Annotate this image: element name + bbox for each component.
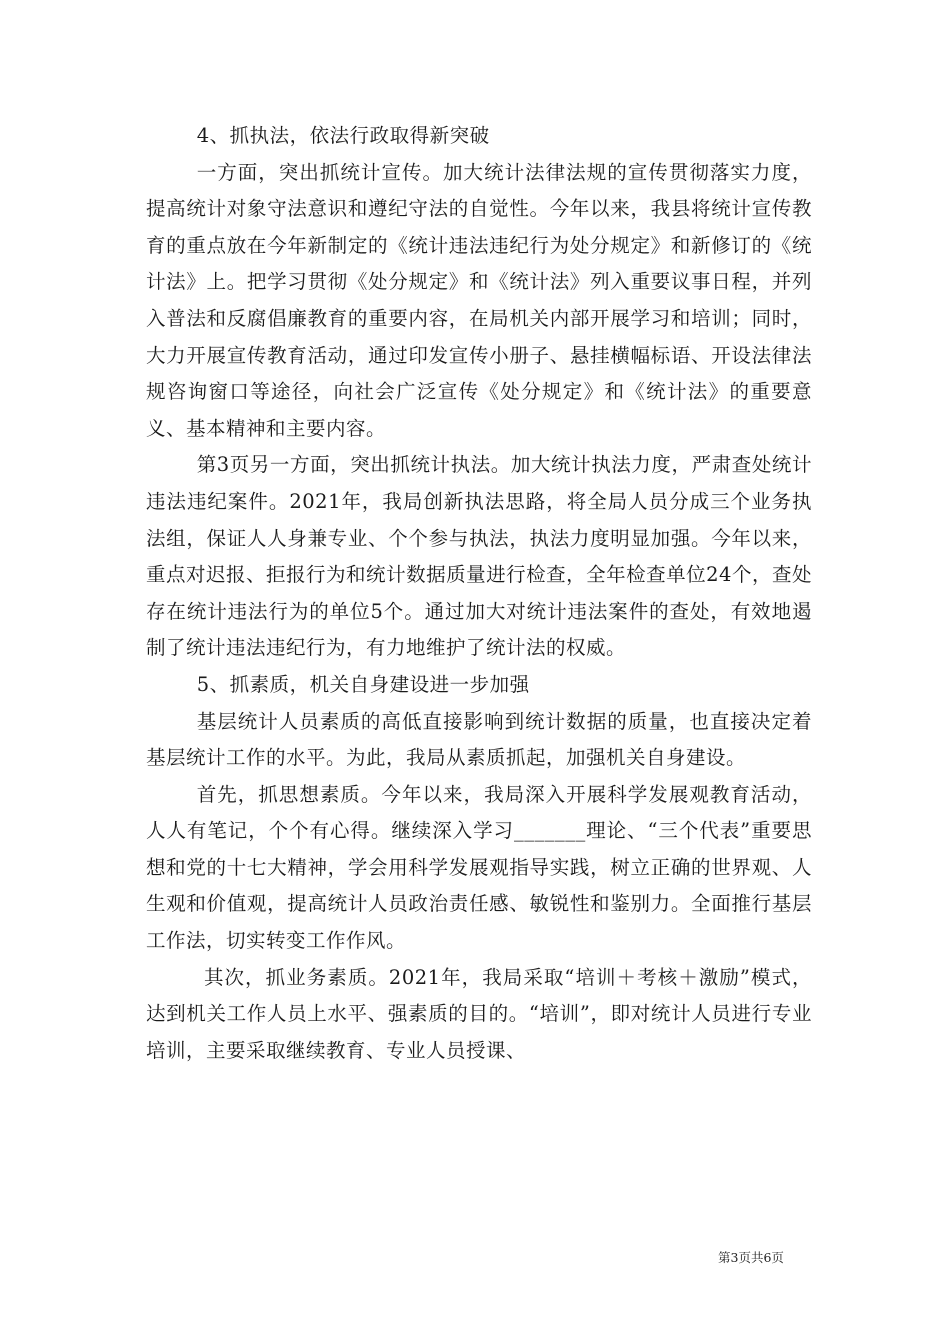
paragraph-quality-intro: 基层统计人员素质的高低直接影响到统计数据的质量，也直接决定着基层统计工作的水平。为此，我局从素质抓起，加强机关自身建设。: [146, 709, 812, 770]
paragraph-publicity: 一方面，突出抓统计宣传。加大统计法律法规的宣传贯彻落实力度，提高统计对象守法意识和遵纪守法的自觉性。今年以来，我县将统计宣传教育的重点放在今年新制定的《统计违法违纪行为处分规定》和新修订的《统计法》上。把学习贯彻《处分规定》和《统计法》列入重要议事日程，并列入普法和反腐倡廉教育的重要内容，在局机关内部开展学习和培训；同时，大力开展宣传教育活动，通过印发宣传小册子、悬挂横幅标语、开设法律法规咨询窗口等途径，向社会广泛宣传《处分规定》和《统计法》的重要意义、基本精神和主要内容。: [146, 160, 812, 440]
paragraph-ideological-quality: 首先，抓思想素质。今年以来，我局深入开展科学发展观教育活动，人人有笔记，个个有心得。继续深入学习_______理论、“三个代表”重要思想和党的十七大精神，学会用科学发展观指导实践，树立正确的世界观、人生观和价值观，提高统计人员政治责任感、敏锐性和鉴别力。全面推行基层工作法，切实转变工作作风。: [146, 782, 812, 953]
document-body: [146, 118, 812, 1069]
paragraph-enforcement: 第3页另一方面，突出抓统计执法。加大统计执法力度，严肃查处统计违法违纪案件。2021年，我局创新执法思路，将全局人员分成三个业务执法组，保证人人身兼专业、个个参与执法，执法力度明显加强。今年以来，重点对迟报、拒报行为和统计数据质量进行检查，全年检查单位24个，查处存在统计违法行为的单位5个。通过加大对统计违法案件的查处，有效地遏制了统计违法违纪行为，有力地维护了统计法的权威。: [146, 453, 812, 660]
section-heading-4: 4、抓执法，依法行政取得新突破: [196, 124, 490, 147]
paragraph-professional-quality: 其次，抓业务素质。2021年，我局采取“培训＋考核＋激励”模式，达到机关工作人员上水平、强素质的目的。“培训”，即对统计人员进行专业培训，主要采取继续教育、专业人员授课、: [146, 965, 812, 1062]
section-heading-5: 5、抓素质，机关自身建设进一步加强: [196, 672, 530, 696]
page-number-footer: 第3页共6页: [718, 1250, 784, 1265]
